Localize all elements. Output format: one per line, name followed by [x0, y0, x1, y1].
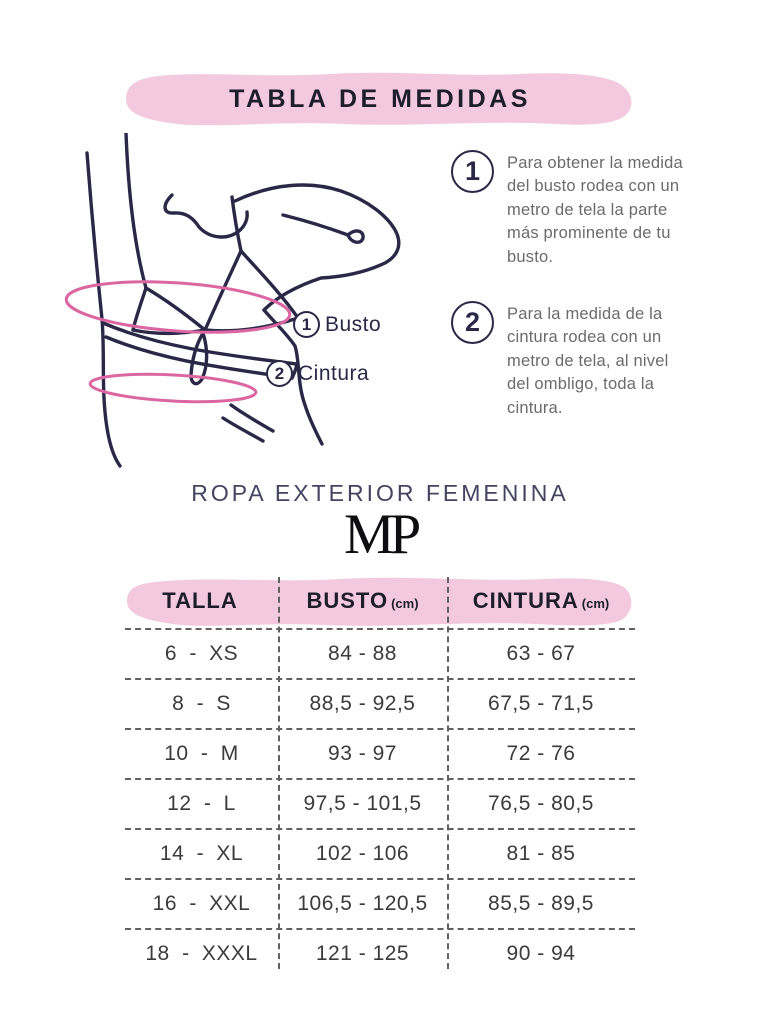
cintura-cell: 85,5 - 89,5 [488, 892, 594, 915]
cintura-label [266, 360, 369, 387]
cintura-cell: 81 - 85 [506, 842, 576, 865]
instruction-1 [451, 150, 711, 269]
waist-tape-ellipse [89, 371, 256, 406]
talla-cell: 6 - XS [164, 642, 239, 665]
column-header-cintura [447, 588, 635, 614]
section-title: ROPA EXTERIOR FEMENINA [191, 480, 569, 506]
table-row [125, 730, 635, 780]
busto-number-badge: 1 [293, 311, 320, 338]
busto-cell: 106,5 - 120,5 [297, 892, 428, 915]
talla-cell: 16 - XXL [152, 892, 251, 915]
figure-outline [87, 133, 399, 466]
busto-header-label: BUSTO [306, 588, 389, 613]
talla-cell: 18 - XXXL [145, 942, 258, 965]
instruction-2-text: Para la medida de la cintura rodea con un metro de tela, al nivel del ombligo, toda la cintura. [507, 305, 669, 417]
busto-label [293, 311, 381, 338]
cintura-cell: 72 - 76 [506, 742, 576, 765]
column-header-talla [125, 588, 278, 614]
table-row [125, 830, 635, 880]
table-row [125, 680, 635, 730]
talla-cell: 8 - S [172, 692, 231, 715]
busto-header-unit: (cm) [391, 596, 419, 611]
instruction-2 [451, 301, 711, 420]
table-row [125, 880, 635, 930]
instruction-1-number-badge: 1 [451, 150, 494, 193]
busto-cell: 93 - 97 [328, 742, 397, 765]
table-body [125, 630, 635, 978]
talla-cell: 12 - L [167, 792, 236, 815]
title-banner [125, 70, 635, 128]
busto-cell: 97,5 - 101,5 [303, 792, 422, 815]
busto-cell: 121 - 125 [315, 942, 410, 965]
bust-tape-ellipse [65, 275, 292, 339]
instruction-2-number-badge: 2 [451, 301, 494, 344]
table-row [125, 930, 635, 978]
talla-cell: 10 - M [164, 742, 239, 765]
brand-logo: MP [343, 503, 417, 566]
column-divider [278, 577, 280, 969]
size-table [125, 574, 635, 978]
talla-cell: 14 - XL [159, 842, 244, 865]
table-row [125, 630, 635, 680]
cintura-header-label: CINTURA [472, 588, 579, 613]
busto-cell: 88,5 - 92,5 [309, 692, 416, 715]
column-divider [447, 577, 449, 969]
cintura-cell: 76,5 - 80,5 [488, 792, 594, 815]
table-header-row [125, 574, 635, 630]
table-row [125, 780, 635, 830]
page-title: TABLA DE MEDIDAS [229, 85, 531, 113]
cintura-number-badge: 2 [266, 360, 293, 387]
busto-cell: 102 - 106 [315, 842, 410, 865]
cintura-label-text: Cintura [298, 361, 370, 385]
cintura-cell: 63 - 67 [506, 642, 576, 665]
instruction-1-text: Para obtener la medida del busto rodea con un metro de tela la parte más prominente de tu busto. [507, 154, 683, 266]
busto-label-text: Busto [325, 312, 382, 336]
talla-header-label: TALLA [162, 588, 238, 613]
cintura-header-unit: (cm) [581, 596, 610, 611]
cintura-cell: 90 - 94 [506, 942, 576, 965]
body-measurement-illustration [45, 133, 450, 468]
cintura-cell: 67,5 - 71,5 [488, 692, 594, 715]
column-header-busto [278, 588, 447, 614]
busto-cell: 84 - 88 [328, 642, 397, 665]
